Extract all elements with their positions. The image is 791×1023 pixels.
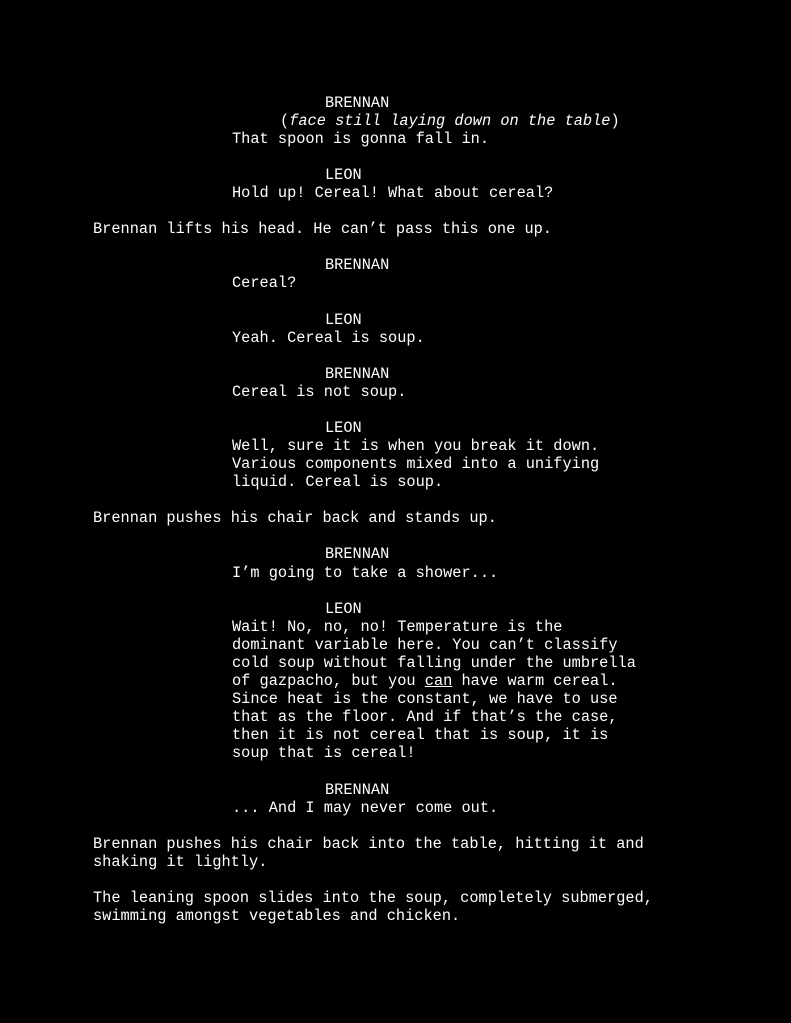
underlined-word: can	[424, 672, 453, 690]
dialogue-line: Wait! No, no, no! Temperature is the	[232, 618, 563, 636]
dialogue-line: Various components mixed into a unifying	[232, 455, 600, 473]
character-name: LEON	[325, 600, 362, 618]
paren-close: )	[610, 112, 620, 130]
dialogue-line: dominant variable here. You can’t classify	[232, 636, 618, 654]
dialogue-line: I’m going to take a shower...	[232, 564, 499, 582]
action-line: Brennan pushes his chair back and stands up.	[93, 509, 497, 527]
dialogue-line: then it is not cereal that is soup, it is	[232, 726, 609, 744]
dialogue-line: soup that is cereal!	[232, 744, 416, 762]
dialogue-line	[232, 672, 618, 690]
action-line: swimming amongst vegetables and chicken.	[93, 907, 461, 925]
action-line: The leaning spoon slides into the soup, completely submerged,	[93, 889, 653, 907]
dialogue-line: ... And I may never come out.	[232, 799, 499, 817]
dialogue-line: Hold up! Cereal! What about cereal?	[232, 184, 554, 202]
character-name: LEON	[325, 166, 362, 184]
character-name: BRENNAN	[325, 545, 390, 563]
dialogue-line: Cereal?	[232, 274, 297, 292]
action-line: shaking it lightly.	[93, 853, 268, 871]
character-name: BRENNAN	[325, 94, 390, 112]
dialogue-line: liquid. Cereal is soup.	[232, 473, 444, 491]
parenthetical	[280, 112, 620, 130]
dialogue-line: Cereal is not soup.	[232, 383, 407, 401]
character-name: BRENNAN	[325, 365, 390, 383]
parenthetical-text: face still laying down on the table	[289, 112, 611, 130]
character-name: BRENNAN	[325, 256, 390, 274]
dialogue-segment: of gazpacho, but you	[232, 672, 425, 690]
paren-open: (	[280, 112, 290, 130]
action-line: Brennan lifts his head. He can’t pass this one up.	[93, 220, 552, 238]
dialogue-line: cold soup without falling under the umbrella	[232, 654, 636, 672]
character-name: LEON	[325, 419, 362, 437]
dialogue-line: Since heat is the constant, we have to use	[232, 690, 618, 708]
action-line: Brennan pushes his chair back into the table, hitting it and	[93, 835, 644, 853]
dialogue-line: Well, sure it is when you break it down.	[232, 437, 600, 455]
character-name: LEON	[325, 311, 362, 329]
dialogue-line: Yeah. Cereal is soup.	[232, 329, 425, 347]
dialogue-line: that as the floor. And if that’s the case,	[232, 708, 618, 726]
dialogue-line: That spoon is gonna fall in.	[232, 130, 490, 148]
character-name: BRENNAN	[325, 781, 390, 799]
dialogue-segment: have warm cereal.	[452, 672, 618, 690]
